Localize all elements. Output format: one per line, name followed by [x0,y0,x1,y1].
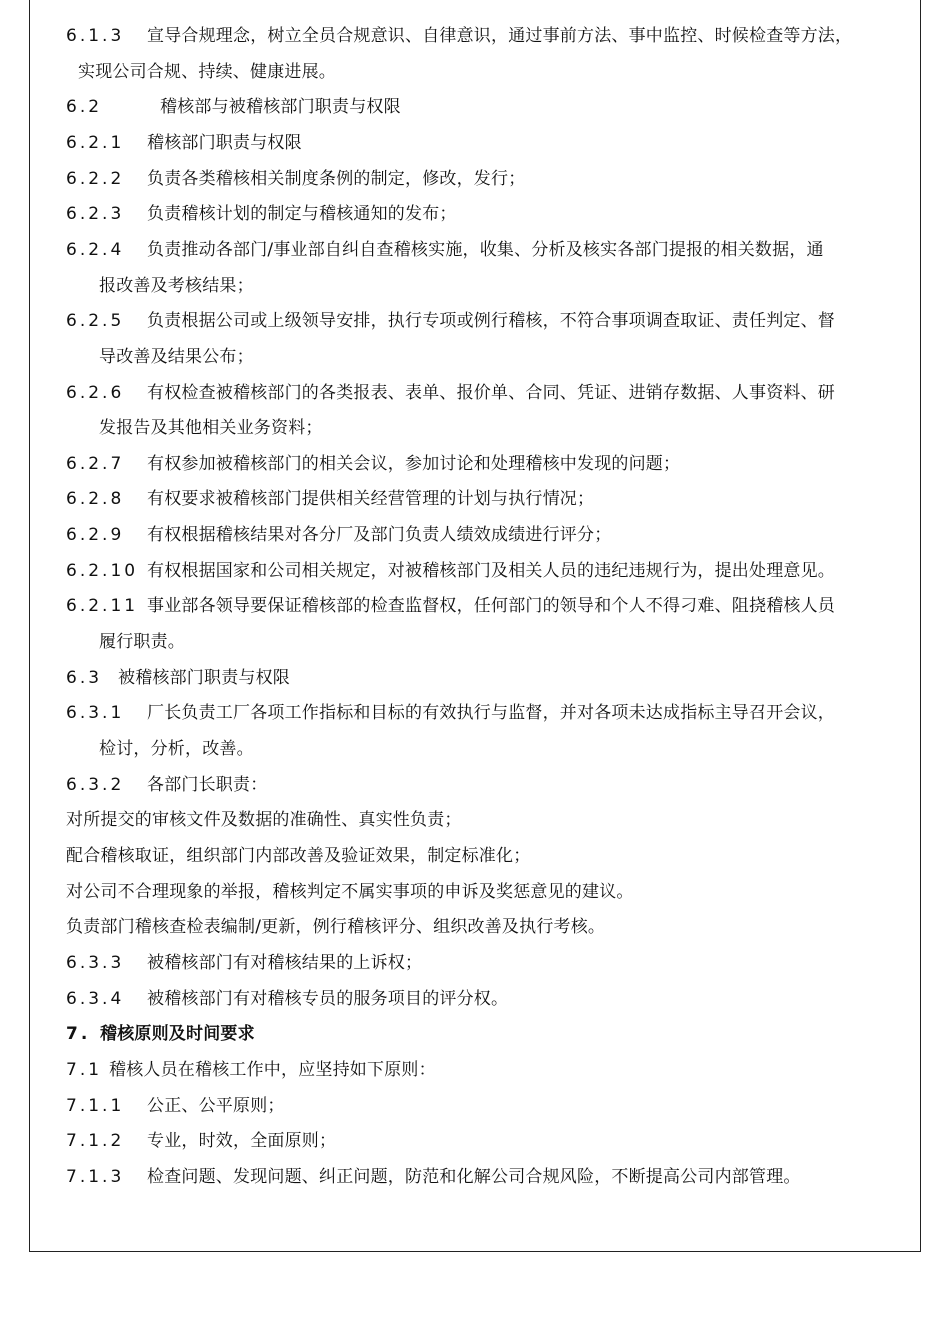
clause-text: 负责根据公司或上级领导安排，执行专项或例行稽核，不符合事项调查取证、责任判定、督 [147,311,835,332]
clause-number: 6.2.8 [66,489,125,510]
text-line [66,1130,337,1152]
clause-text: 有权根据国家和公司相关规定，对被稽核部门及相关人员的违纪违规行为，提出处理意见。 [147,560,835,581]
clause-number: 7. [66,1024,91,1045]
clause-number: 6.3.4 [66,988,125,1009]
clause-number: 6.2.9 [66,525,125,546]
clause-text: 宣导合规理念，树立全员合规意识、自律意识，通过事前方法、事中监控、时候检查等方法， [147,26,853,46]
text-line [66,1059,436,1081]
clause-text: 检讨，分析，改善。 [99,739,254,759]
text-line [66,488,595,510]
clause-text: 被稽核部门有对稽核专员的服务项目的评分权。 [147,988,509,1009]
text-line [66,96,401,118]
clause-number: 6.3 [66,667,103,688]
clause-text: 各部门长职责： [147,774,268,795]
clause-text: 负责各类稽核相关制度条例的制定，修改，发行； [147,168,526,189]
text-line [66,595,835,617]
clause-text: 报改善及考核结果； [99,275,254,296]
clause-number: 6.2.4 [66,239,125,260]
clause-number: 6.2.11 [66,596,139,617]
text-line [66,524,612,546]
clause-text: 履行职责。 [99,632,185,653]
clause-text: 稽核原则及时间要求 [100,1024,255,1045]
clause-text: 对公司不合理现象的举报，稽核判定不属实事项的申诉及奖惩意见的建议。 [66,881,634,902]
clause-text: 有权检查被稽核部门的各类报表、表单、报价单、合同、凭证、进销存数据、人事资料、研 [147,382,835,403]
text-line [66,382,835,404]
text-line [66,168,526,190]
clause-number: 6.2.1 [66,132,125,153]
clause-text: 导改善及结果公布； [99,346,254,367]
clause-text: 被稽核部门有对稽核结果的上诉权； [147,952,423,973]
text-line [66,1023,255,1045]
clause-number: 7.1.3 [66,1166,125,1187]
clause-text: 对所提交的审核文件及数据的准确性、真实性负责； [66,810,462,831]
clause-number: 6.1.3 [66,26,125,46]
clause-number: 6.2.3 [66,204,125,225]
clause-text: 事业部各领导要保证稽核部的检查监督权，任何部门的领导和个人不得刁难、阻挠稽核人员 [147,596,835,617]
text-line [66,310,835,332]
clause-text: 厂长负责工厂各项工作指标和目标的有效执行与监督，并对各项未达成指标主导召开会议， [147,703,835,724]
clause-text: 检查问题、发现问题、纠正问题，防范和化解公司合规风险，不断提高公司内部管理。 [147,1166,801,1187]
clause-text: 负责部门稽核查检表编制/更新，例行稽核评分、组织改善及执行考核。 [66,917,606,938]
text-line [66,453,681,475]
text-line [66,667,290,689]
text-line [66,1166,801,1188]
clause-text: 配合稽核取证，组织部门内部改善及验证效果，制定标准化； [66,845,531,866]
text-line [66,25,853,47]
clause-text: 实现公司合规、持续、健康进展。 [78,61,336,82]
clause-text: 有权要求被稽核部门提供相关经营管理的计划与执行情况； [147,489,595,510]
clause-number: 6.2.2 [66,168,125,189]
text-line [66,203,457,225]
clause-text: 公正、公平原则； [147,1095,285,1116]
clause-text: 有权参加被稽核部门的相关会议，参加讨论和处理稽核中发现的问题； [147,453,681,474]
text-line [66,702,835,724]
text-line [66,988,509,1010]
clause-number: 6.3.2 [66,774,125,795]
clause-number: 6.2 [66,97,103,118]
clause-number: 7.1 [66,1059,103,1080]
clause-text: 发报告及其他相关业务资料； [99,418,323,439]
clause-number: 7.1.2 [66,1131,125,1152]
clause-number: 6.2.7 [66,453,125,474]
clause-number: 6.3.3 [66,952,125,973]
clause-text: 稽核部门职责与权限 [147,132,302,153]
text-line [66,560,835,582]
clause-text: 负责推动各部门/事业部自纠自查稽核实施，收集、分析及核实各部门提报的相关数据，通 [147,239,824,260]
clause-text: 被稽核部门职责与权限 [118,667,290,688]
clause-text: 专业，时效，全面原则； [147,1131,337,1152]
text-line [66,132,302,154]
clause-number: 7.1.1 [66,1095,125,1116]
clause-number: 6.2.10 [66,560,139,581]
clause-text: 有权根据稽核结果对各分厂及部门负责人绩效成绩进行评分； [147,525,612,546]
text-line [66,952,423,974]
text-line [66,774,268,796]
clause-text: 稽核部与被稽核部门职责与权限 [160,97,401,118]
text-line [66,239,824,261]
clause-number: 6.3.1 [66,703,125,724]
clause-number: 6.2.6 [66,382,125,403]
clause-number: 6.2.5 [66,311,125,332]
text-line [66,1095,285,1117]
clause-text: 稽核人员在稽核工作中，应坚持如下原则： [109,1059,436,1080]
clause-text: 负责稽核计划的制定与稽核通知的发布； [147,204,457,225]
